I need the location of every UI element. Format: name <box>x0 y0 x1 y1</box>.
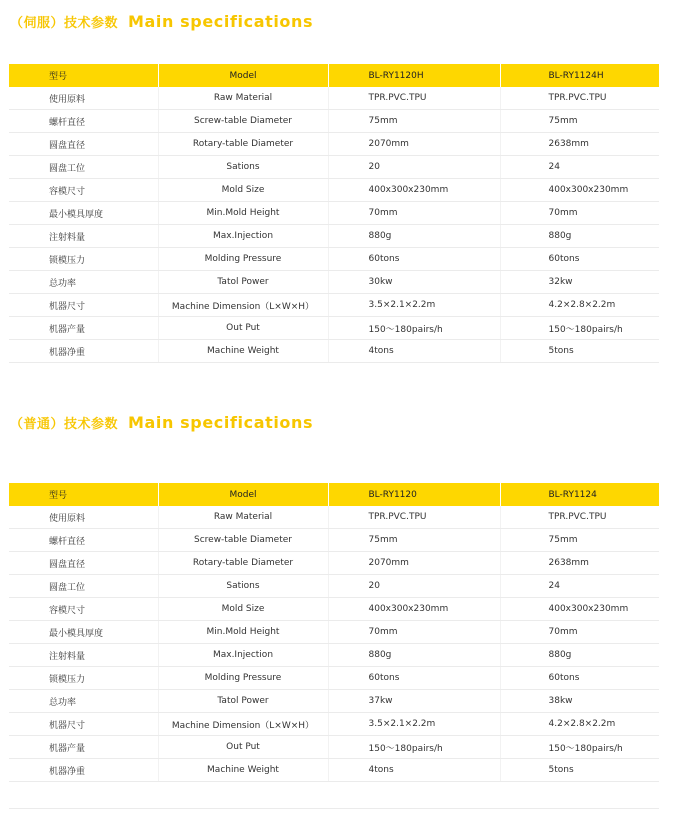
model-b-value: 400x300x230mm <box>500 179 659 202</box>
model-a-value: 400x300x230mm <box>328 598 500 621</box>
table-row <box>9 225 659 248</box>
model-a-value: 880g <box>328 225 500 248</box>
table-row <box>9 156 659 179</box>
parameter-cn: 注射料量 <box>9 225 158 248</box>
table-row <box>9 575 659 598</box>
parameter-cn: 注射料量 <box>9 644 158 667</box>
model-a-value: TPR.PVC.TPU <box>328 506 500 529</box>
section-2-title-en: Main specifications <box>128 413 314 432</box>
model-b-value: 70mm <box>500 202 659 225</box>
parameter-cn: 容模尺寸 <box>9 179 158 202</box>
parameter-cn: 圆盘工位 <box>9 575 158 598</box>
parameter-en: Tatol Power <box>158 271 328 294</box>
parameter-en: Rotary-table Diameter <box>158 133 328 156</box>
parameter-en: Mold Size <box>158 179 328 202</box>
parameter-cn: 机器尺寸 <box>9 713 158 736</box>
parameter-en: Raw Material <box>158 87 328 110</box>
model-a-value: 20 <box>328 575 500 598</box>
table-row <box>9 317 659 340</box>
section-2-title <box>10 413 313 432</box>
table-row <box>9 340 659 363</box>
table-row <box>9 667 659 690</box>
table-header-row <box>9 64 659 87</box>
model-b-value: TPR.PVC.TPU <box>500 87 659 110</box>
parameter-cn: 使用原料 <box>9 506 158 529</box>
parameter-cn: 螺杆直径 <box>9 529 158 552</box>
header-model-b-value: BL-RY1124H <box>500 64 659 87</box>
parameter-cn: 总功率 <box>9 690 158 713</box>
table-row <box>9 644 659 667</box>
header-model-a-value: BL-RY1120 <box>328 483 500 506</box>
header-parameter-en: Model <box>158 483 328 506</box>
model-b-value: 75mm <box>500 110 659 133</box>
table-row <box>9 529 659 552</box>
parameter-en: Max.Injection <box>158 225 328 248</box>
model-a-value: 70mm <box>328 202 500 225</box>
header-model-a-value: BL-RY1120H <box>328 64 500 87</box>
model-a-value: 2070mm <box>328 552 500 575</box>
model-a-value: 60tons <box>328 667 500 690</box>
section-1-title <box>10 12 313 31</box>
model-a-value: TPR.PVC.TPU <box>328 87 500 110</box>
model-b-value: 75mm <box>500 529 659 552</box>
parameter-cn: 总功率 <box>9 271 158 294</box>
parameter-cn: 容模尺寸 <box>9 598 158 621</box>
parameter-cn: 机器产量 <box>9 317 158 340</box>
model-b-value: 2638mm <box>500 133 659 156</box>
table-row <box>9 248 659 271</box>
model-b-value: 4.2×2.8×2.2m <box>500 294 659 317</box>
parameter-cn: 机器净重 <box>9 759 158 782</box>
model-b-value: 4.2×2.8×2.2m <box>500 713 659 736</box>
parameter-en: Molding Pressure <box>158 248 328 271</box>
table-row <box>9 690 659 713</box>
model-b-value: 60tons <box>500 248 659 271</box>
parameter-cn: 锁模压力 <box>9 248 158 271</box>
model-a-value: 880g <box>328 644 500 667</box>
model-b-value: 2638mm <box>500 552 659 575</box>
parameter-en: Machine Dimension（L×W×H） <box>158 294 328 317</box>
section-1-title-en: Main specifications <box>128 12 314 31</box>
parameter-en: Screw-table Diameter <box>158 110 328 133</box>
model-a-value: 70mm <box>328 621 500 644</box>
table-row <box>9 294 659 317</box>
parameter-cn: 机器产量 <box>9 736 158 759</box>
model-b-value: 150〜180pairs/h <box>500 736 659 759</box>
parameter-en: Rotary-table Diameter <box>158 552 328 575</box>
model-a-value: 2070mm <box>328 133 500 156</box>
model-b-value: 880g <box>500 644 659 667</box>
header-parameter-en: Model <box>158 64 328 87</box>
parameter-en: Sations <box>158 575 328 598</box>
model-a-value: 20 <box>328 156 500 179</box>
parameter-cn: 圆盘工位 <box>9 156 158 179</box>
parameter-en: Mold Size <box>158 598 328 621</box>
parameter-en: Min.Mold Height <box>158 621 328 644</box>
parameter-cn: 最小模具厚度 <box>9 202 158 225</box>
model-b-value: 150〜180pairs/h <box>500 317 659 340</box>
parameter-en: Machine Weight <box>158 340 328 363</box>
model-a-value: 37kw <box>328 690 500 713</box>
parameter-cn: 锁模压力 <box>9 667 158 690</box>
section-1-title-cn: （伺服）技术参数 <box>10 16 119 31</box>
table-row <box>9 110 659 133</box>
model-b-value: 60tons <box>500 667 659 690</box>
parameter-en: Machine Weight <box>158 759 328 782</box>
table-row <box>9 621 659 644</box>
table-header-row <box>9 483 659 506</box>
parameter-cn: 螺杆直径 <box>9 110 158 133</box>
model-b-value: 5tons <box>500 759 659 782</box>
model-b-value: 24 <box>500 156 659 179</box>
table-row <box>9 133 659 156</box>
model-b-value: 70mm <box>500 621 659 644</box>
model-a-value: 4tons <box>328 340 500 363</box>
table-row <box>9 713 659 736</box>
parameter-en: Molding Pressure <box>158 667 328 690</box>
model-b-value: 24 <box>500 575 659 598</box>
parameter-en: Raw Material <box>158 506 328 529</box>
model-a-value: 400x300x230mm <box>328 179 500 202</box>
model-a-value: 75mm <box>328 110 500 133</box>
model-a-value: 3.5×2.1×2.2m <box>328 294 500 317</box>
model-a-value: 3.5×2.1×2.2m <box>328 713 500 736</box>
model-b-value: 400x300x230mm <box>500 598 659 621</box>
parameter-en: Max.Injection <box>158 644 328 667</box>
header-parameter-cn: 型号 <box>9 483 158 506</box>
table-row <box>9 271 659 294</box>
table-row <box>9 506 659 529</box>
model-a-value: 60tons <box>328 248 500 271</box>
bottom-divider <box>9 808 659 809</box>
parameter-cn: 圆盘直径 <box>9 552 158 575</box>
model-a-value: 150〜180pairs/h <box>328 736 500 759</box>
parameter-en: Screw-table Diameter <box>158 529 328 552</box>
table-row <box>9 552 659 575</box>
parameter-cn: 机器净重 <box>9 340 158 363</box>
parameter-en: Min.Mold Height <box>158 202 328 225</box>
table-row <box>9 759 659 782</box>
parameter-cn: 使用原料 <box>9 87 158 110</box>
parameter-en: Tatol Power <box>158 690 328 713</box>
table-row <box>9 598 659 621</box>
model-a-value: 4tons <box>328 759 500 782</box>
parameter-en: Out Put <box>158 736 328 759</box>
model-a-value: 150〜180pairs/h <box>328 317 500 340</box>
table-row <box>9 736 659 759</box>
header-model-b-value: BL-RY1124 <box>500 483 659 506</box>
spec-table-standard <box>9 483 659 782</box>
table-row <box>9 87 659 110</box>
section-2-title-cn: （普通）技术参数 <box>10 417 119 432</box>
parameter-cn: 机器尺寸 <box>9 294 158 317</box>
model-b-value: 38kw <box>500 690 659 713</box>
spec-table-servo <box>9 64 659 363</box>
model-a-value: 75mm <box>328 529 500 552</box>
parameter-cn: 圆盘直径 <box>9 133 158 156</box>
table-row <box>9 202 659 225</box>
parameter-cn: 最小模具厚度 <box>9 621 158 644</box>
parameter-en: Machine Dimension（L×W×H） <box>158 713 328 736</box>
table-row <box>9 179 659 202</box>
model-b-value: TPR.PVC.TPU <box>500 506 659 529</box>
model-b-value: 32kw <box>500 271 659 294</box>
parameter-en: Sations <box>158 156 328 179</box>
parameter-en: Out Put <box>158 317 328 340</box>
header-parameter-cn: 型号 <box>9 64 158 87</box>
model-b-value: 5tons <box>500 340 659 363</box>
model-b-value: 880g <box>500 225 659 248</box>
model-a-value: 30kw <box>328 271 500 294</box>
